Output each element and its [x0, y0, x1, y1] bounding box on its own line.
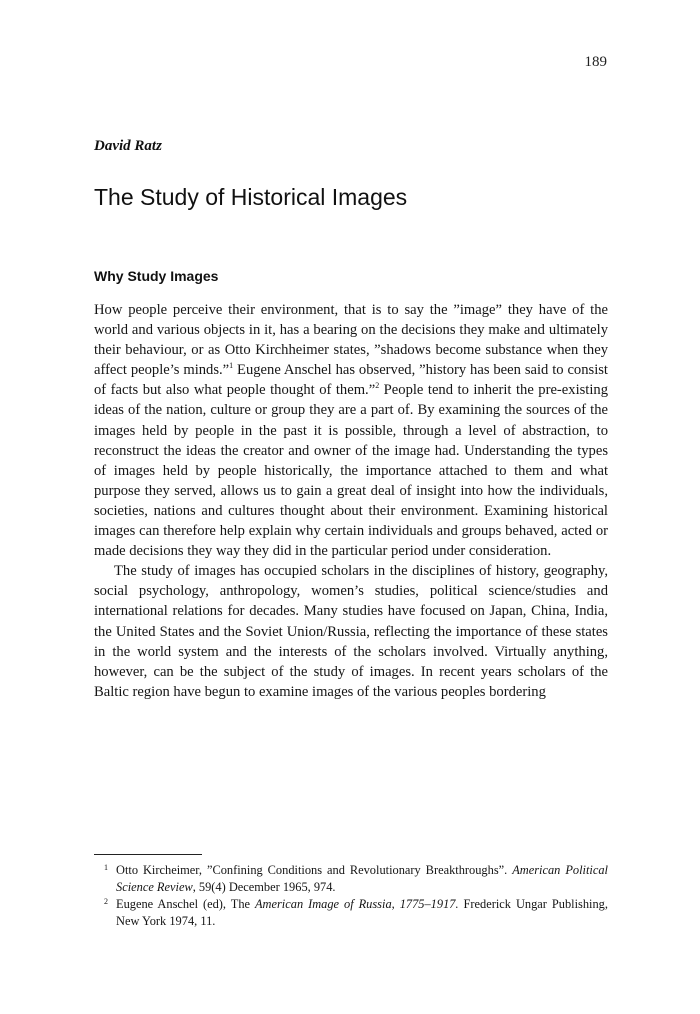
- footnote-1: [94, 862, 608, 896]
- paragraph-1-part-a: How people perceive their environment, that is to say the ”image” they have of the world and various objects in it, has a bearing on the decisions they make and ultimately their behaviour, or as Otto Kirchheimer states, ”shadows become substance when they affect people’s minds.”: [94, 302, 608, 379]
- body-text: [94, 300, 608, 702]
- footnote-2-number: 2: [104, 897, 108, 906]
- footnote-1-journal: American Political Science Review: [116, 863, 608, 894]
- footnote-1-number: 1: [104, 863, 108, 872]
- paragraph-1-part-c: People tend to inherit the pre-existing ideas of the nation, culture or group they are a part of. By examining the sources of the images held by people in the past it is possible, through a level of abstraction, to reconstruct the ideas the creator and owner of the image had. Understanding the types of images held by people historically, the importance attached to them and what purpose they served, allows us to gain a great deal of insight into how the individuals, societies, nations and cultures thought about their environment. Examining historical images can therefore help explain why certain individuals and groups behaved, acted or made decisions they way they did in the particular period under consideration.: [94, 382, 609, 560]
- footnote-2: [94, 896, 608, 930]
- footnote-2-book-title: American Image of Russia, 1775–1917.: [254, 897, 459, 911]
- paragraph-1-part-b: Eugene Anschel has observed, ”history has been said to consist of facts but also what people thought of them.”: [94, 362, 608, 399]
- footnote-1-text-a: Otto Kircheimer, ”Confining Conditions and Revolutionary Breakthroughs”.: [116, 863, 513, 877]
- footnote-2-text-c: Frederick Ungar Publishing, New York 1974, 11.: [116, 897, 608, 928]
- footnote-ref-2[interactable]: 2: [375, 381, 380, 391]
- section-heading: Why Study Images: [94, 268, 219, 284]
- author-name: David Ratz: [94, 138, 162, 154]
- footnote-1-text-c: , 59(4) December 1965, 974.: [192, 880, 336, 894]
- footnote-divider: [94, 854, 202, 855]
- footnote-2-text-a: Eugene Anschel (ed), The: [116, 897, 255, 911]
- chapter-title: The Study of Historical Images: [94, 184, 408, 210]
- page-number: 189: [584, 54, 607, 70]
- paragraph-1: [94, 300, 608, 561]
- footnote-ref-1[interactable]: 1: [229, 361, 234, 371]
- paragraph-2: The study of images has occupied scholars in the disciplines of history, geography, social psychology, anthropology, women’s studies, political science/studies and international relations for decades. Many studies have focused on Japan, China, India, the United States and the Soviet Union/Russia, reflecting the importance of these states in the world system and the interests of the scholars involved. Virtually anything, however, can be the subject of the study of images. In recent years scholars of the Baltic region have begun to examine images of the various peoples bordering: [94, 563, 608, 700]
- footnotes: [94, 862, 608, 930]
